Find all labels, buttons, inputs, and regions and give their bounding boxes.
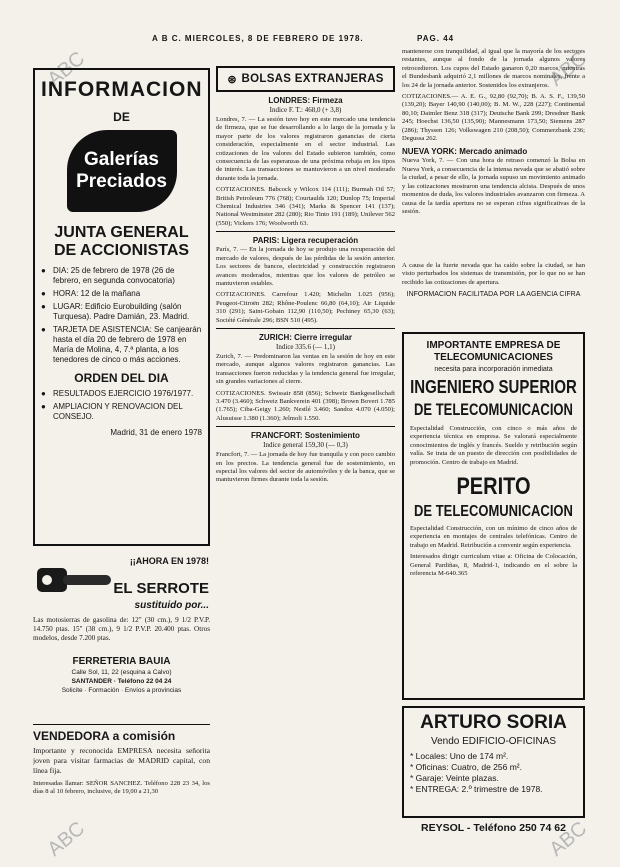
feature-item: * Locales: Uno de 174 m². <box>410 751 509 761</box>
markets-continued <box>402 48 585 260</box>
frankfurt-text: Francfort, 7. — La jornada de hoy fue tranquila y con poco cambio en los precios. La tendencia general fue de sostenimiento, en especial los valores del sector de automóviles y de la banca, que se mantuvieron firmes durante toda la sesión. <box>216 451 395 484</box>
agenda-item: ● AMPLIACION Y RENOVACION DEL CONSEJO. <box>41 402 202 422</box>
feature-item: * Garaje: Veinte plazas. <box>410 773 499 783</box>
serrote-prices: Las motosierras de gasolina de: 12" (30 cm.), 9 1/2 P.V.P. 14.750 ptas. 15" (38 cm.), 9 1/2 P.V.P. 20.400 ptas. Otros modelos, desde 7.200 ptas. <box>33 616 210 642</box>
reysol-phone: REYSOL - Teléfono 250 74 62 <box>421 822 566 834</box>
vendedora-title: VENDEDORA a comisión <box>33 729 176 743</box>
newyork-note-block <box>402 262 585 330</box>
ferreteria-name: FERRETERIA BAUIA <box>72 656 171 667</box>
agency-credit: INFORMACION FACILITADA POR LA AGENCIA CIFRA <box>406 291 581 299</box>
paris-quotes: COTIZACIONES. Carrefour 1.420; Michelin 1.025 (956); Peugeot-Citroën 282; Rhône-Poulenc 66,80 (64,10); Air Liquide 310 (291); Saint-Gobain 112,90 (110,50); Pechiney 65,30 (63); Société Générale 296; BSN 510 (495). <box>216 291 395 324</box>
logo-line-1: Galerías <box>84 149 159 170</box>
divider <box>216 426 395 427</box>
london-index: Indice F. T.: 468,0 (+ 3,8) <box>269 106 342 114</box>
telecom-ad <box>402 332 585 700</box>
divider <box>216 231 395 232</box>
accionistas-title: DE ACCIONISTAS <box>53 242 190 259</box>
frankfurt-continued: mantenerse con tranquilidad, al igual que la mayoría de los sectores restantes, aunque al fondo de la jornada algunos valores retrocedieron. Los cupos del Estado ganaron 0,20 marcos, mientras el Bundesbank adquirió 2,1 millones de marcos nominales, frente a los 24 de la jornada anterior. Sostenidos los extranjeros. <box>402 48 585 89</box>
ahora-label: ¡¡AHORA EN 1978! <box>129 556 209 566</box>
arturo-features <box>410 751 577 795</box>
ingeniero-title-1: INGENIERO SUPERIOR <box>410 376 577 398</box>
frankfurt-heading: FRANCFORT: Sostenimiento <box>251 431 360 441</box>
meeting-details <box>41 266 202 365</box>
detail-item: ● TARJETA DE ASISTENCIA: Se canjearán hasta el día 20 de febrero de 1978 en María de Molina, 4, 7.ª planta, a los tenedores de cinco o más acciones. <box>41 325 202 365</box>
needs-label: necesita para incorporación inmediata <box>434 366 553 373</box>
detail-item: ● LUGAR: Edificio Eurobuilding (salón Turquesa). Padre Damián, 23. Madrid. <box>41 302 202 322</box>
de-label: DE <box>113 110 130 124</box>
london-text: Londres, 7. — La sesión tuvo hoy en este mercado una tendencia de firmeza, que se fue desarrollando a lo largo de la jornada y la mayor parte de los valores registraron ganancias de cierta consideración, especialmente en el sector industrial. Las cotizaciones de los valores del Estado subieron también, como consecuencia de las esperanzas de una próxima rebaja en los tipos de interés. Las transacciones se mantuvieron a un nivel moderado durante toda la jornada. <box>216 116 395 182</box>
detail-item: ● DIA: 25 de febrero de 1978 (26 de febrero, en segunda convocatoria) <box>41 266 202 286</box>
informacion-title: INFORMACION <box>41 78 203 101</box>
feature-item: * ENTREGA: 2.º trimestre de 1978. <box>410 784 543 794</box>
arturo-soria-ad <box>402 706 585 818</box>
bolsas-column <box>216 66 395 838</box>
sustituido-label: sustituido por... <box>134 600 209 611</box>
perito-title-1: PERITO <box>456 473 531 501</box>
agenda-item: ● RESULTADOS EJERCICIO 1976/1977. <box>41 389 202 399</box>
paris-text: París, 7. — En la jornada de hoy se produjo una recuperación del mercado de valores, después de las pérdidas de la sesión anterior. Los sectores de bancos, electricidad y construcción registraron avances moderados, mientras que los valores de petróleo se mantuvieron estables. <box>216 246 395 287</box>
serrote-title: EL SERROTE <box>113 580 209 597</box>
globe-icon: ⊛ <box>227 73 237 86</box>
header-page-number: PAG. 44 <box>417 34 455 43</box>
vendedora-contact: Interesadas llamar: SEÑOR SANCHEZ. Teléfono 228 23 34, los días 8 al 10 febrero, inclusive, de 19,00 a 21,30 <box>33 780 210 796</box>
junta-title: JUNTA GENERAL <box>54 224 189 241</box>
ad-date: Madrid, 31 de enero 1978 <box>110 428 202 437</box>
galerias-ad <box>33 68 210 546</box>
newyork-note: A causa de la fuerte nevada que ha caído sobre la ciudad, se han visto perturbados los sistemas de transmisión, por lo que no se han recibido las cotizaciones de apertura. <box>402 262 585 286</box>
company-title: IMPORTANTE EMPRESA DE TELECOMUNICACIONES <box>426 340 561 363</box>
perito-text: Especialidad Construcción, con un mínimo de cinco años de experiencia en montajes de centrales telefónicas. Centro de trabajo en Madrid. Retribución a convenir según experiencia. <box>410 525 577 549</box>
zurich-index: Indice 335.6 (— 1,1) <box>276 342 335 351</box>
newyork-heading: NUEVA YORK: Mercado animado <box>402 147 528 157</box>
ferreteria-phone: SANTANDER · Teléfono 22 04 24 <box>71 678 172 685</box>
ferreteria-address: Calle Sol, 11, 22 (esquina a Calvo) <box>71 669 172 676</box>
ingeniero-title-2: DE TELECOMUNICACION <box>414 400 573 419</box>
vendedora-ad <box>33 724 210 837</box>
london-quotes: COTIZACIONES. Babcock y Wilcox 114 (111); Burmah Oil 57; British Petroleum 776 (768); Courtaulds 120; Dunlop 75; Imperial Chemical Industries 346 (341); Marks & Spencer 141 (137); National Westminster 282 (280); Rio Tinto 191 (189); Unilever 562 (550); Vickers 176; Woolworth 63. <box>216 186 395 227</box>
orden-title: ORDEN DEL DIA <box>74 371 169 385</box>
agenda-list <box>41 389 202 422</box>
watermark: ABC <box>545 47 592 91</box>
perito-contact: Interesados dirigir curriculum vitae a: Oficina de Colocación, General Pardiñas, 8, Madrid-1, indicando en el sobre la referencia M-640.365 <box>410 553 577 578</box>
vendo-label: Vendo EDIFICIO-OFICINAS <box>430 736 557 747</box>
frankfurt-quotes: COTIZACIONES.— A. E. G., 92,80 (92,70); B. A. S. F., 139,50 (139,20); Bayer 140,90 (140,00); B. M. W., 228 (227); Continental 80,10; Daimler Benz 318 (317); Deutsche Bank 299; Dresdner Bank 245; Hoechst 136,50 (135,90); Mannesmann 173,50; Siemens 287 (286); Thyssen 126; Volkswagen 210 (208,50); Commerzbank 236; Degussa 262. <box>402 93 585 143</box>
arturo-title: ARTURO SORIA <box>420 712 567 733</box>
zurich-text: Zurich, 7. — Predominaron las ventas en la sesión de hoy en este mercado, aunque algunos valores registraron ganancias. Las transacciones fueron reducidas y la tendencia general fue irregular, sin grandes variaciones al cierre. <box>216 352 395 386</box>
galerias-logo <box>67 130 177 212</box>
logo-line-2: Preciados <box>76 171 167 192</box>
watermark: ABC <box>43 817 90 861</box>
paris-heading: PARIS: Ligera recuperación <box>252 236 359 246</box>
vendedora-text: Importante y reconocida EMPRESA necesita señorita joven para visitar farmacias de MADRID capital, con línea fija. <box>33 746 210 775</box>
zurich-quotes: COTIZACIONES. Swissair 858 (856); Schweiz Bankgesellschaft 3.470 (3.460); Schweiz Bankverein 401 (398); Brown Boveri 1.785 (1.765); Ciba-Geigy 1.260; Nestlé 3.460; Sandoz 4.070 (4.050); Alusuisse 1.380 (1.360); Jelmoli 1.550. <box>216 389 395 422</box>
newyork-text: Nueva York, 7. — Con una hora de retraso comenzó la Bolsa en Nueva York, a consecuencia de la intensa nevada que se abatió sobre la ciudad, a pesar de ello, la jornada supuso un movimiento animado y las cotizaciones mostraron una tendencia alcista. Después de unos momentos de duda, los valores industriales avanzaron con firmeza. A causa de la tardía apertura no se esperan cifras significativas de la sesión. <box>402 157 585 215</box>
ingeniero-text: Especialidad Construcción, con cinco o más años de experiencia técnica en empresa. Se valorará especialmente conocimientos de inglés y francés. Sueldo y retribución según valía. Se trata de un puesto de dirección con posibilidades de promoción. Centro de trabajo en Madrid. <box>410 425 577 466</box>
frankfurt-index: Indice general 159,30 (— 0,3) <box>263 441 348 450</box>
serrote-ad <box>33 552 210 720</box>
watermark: ABC <box>545 817 592 861</box>
detail-item: ● HORA: 12 de la mañana <box>41 289 202 299</box>
bolsas-title: BOLSAS EXTRANJERAS <box>241 73 384 85</box>
feature-item: * Oficinas: Cuatro, de 256 m². <box>410 762 522 772</box>
header-date: A B C. MIERCOLES, 8 DE FEBRERO DE 1978. <box>152 34 364 43</box>
london-heading: LONDRES: Firmeza <box>268 96 343 105</box>
bolsas-title-box <box>216 66 395 92</box>
zurich-heading: ZURICH: Cierre irregular <box>259 332 352 342</box>
perito-title-2: DE TELECOMUNICACION <box>414 501 573 520</box>
watermark: ABC <box>43 47 90 91</box>
divider <box>216 328 395 329</box>
ferreteria-footer: Solicite · Formación · Envíos a provincias <box>61 687 182 694</box>
